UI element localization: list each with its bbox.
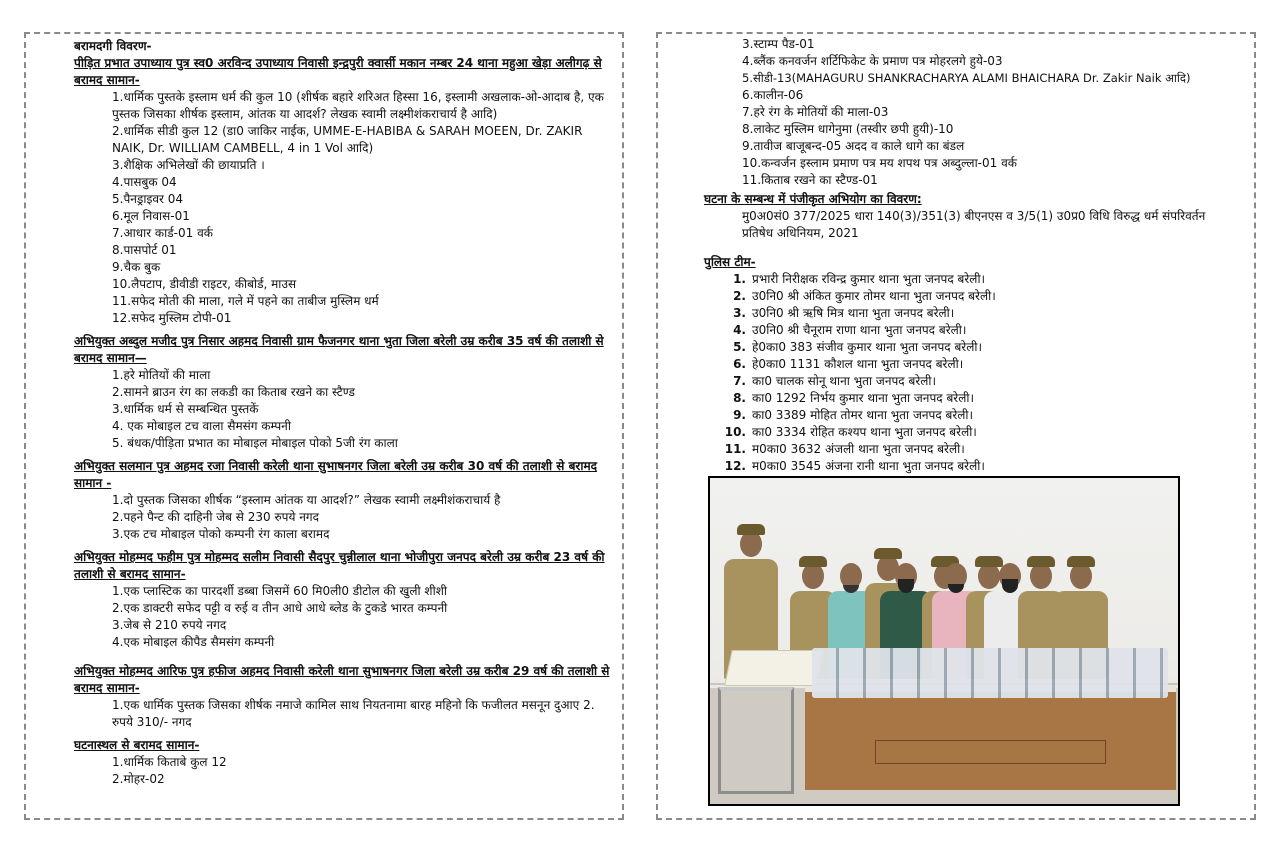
- document-page-left: [24, 32, 624, 820]
- list-item: 4.पासबुक 04: [112, 175, 177, 189]
- list-item: 4. एक मोबाइल टच वाला सैमसंग कम्पनी: [112, 419, 291, 433]
- list-item: 8.लाकेट मुस्लिम धागेनुमा (तस्वीर छपी हुयी)-10: [742, 122, 954, 136]
- list-item: 6.मूल निवास-01: [112, 209, 190, 223]
- team-member: 3. उ0नि0 श्री ऋषि मित्र थाना भुता जनपद बरेली।: [733, 306, 955, 320]
- list-item: 2.धार्मिक सीडी कुल 12 (डा0 जाकिर नाईक, UMME-E-HABIBA & SARAH MOEEN, Dr. ZAKIR NAIK, Dr. WILLIAM CAMBELL, 4 in 1 Vol आदि): [112, 124, 583, 155]
- police-team-list: [704, 271, 1240, 475]
- list-item: 3.धार्मिक धर्म से सम्बन्धित पुस्तकें: [112, 402, 259, 416]
- list-item: 4.एक मोबाइल कीपैड सैमसंग कम्पनी: [112, 635, 275, 649]
- recovery-photo: [708, 476, 1180, 806]
- team-member: 10. का0 3334 रोहित कश्यप थाना भुता जनपद बरेली।: [724, 425, 977, 439]
- section-heading-accused-salman: अभियुक्त सलमान पुत्र अहमद रजा निवासी करेली थाना सुभाषनगर जिला बरेली उम्र करीब 30 वर्ष की तलाशी से बरामद सामान -: [74, 459, 597, 490]
- team-member: 7. का0 चालक सोनू थाना भुता जनपद बरेली।: [733, 374, 937, 388]
- team-member: 6. हे0का0 1131 कौशल थाना भुता जनपद बरेली।: [733, 357, 964, 371]
- list-item: 7.हरे रंग के मोतियों की माला-03: [742, 105, 889, 119]
- list-item: 11.सफेद मोती की माला, गले में पहने का ताबीज मुस्लिम धर्म: [112, 294, 379, 308]
- list-item: 2.सामने ब्राउन रंग का लकडी का किताब रखने का स्टैण्ड: [112, 385, 355, 399]
- list-item: 3.स्टाम्प पैड-01: [742, 37, 815, 51]
- team-member: 12. म0का0 3545 अंजना रानी थाना भुता जनपद बरेली।: [724, 459, 985, 473]
- list-item: 1.दो पुस्तक जिसका शीर्षक “इस्लाम आंतक या आदर्श?” लेखक स्वामी लक्ष्मीशंकराचार्य है: [112, 493, 501, 507]
- recovered-books: [724, 650, 824, 686]
- list-item: 5. बंधक/पीड़िता प्रभात का मोबाइल मोबाइल पोको 5जी रंग काला: [112, 436, 398, 450]
- list-item: 2.पहने पैन्ट की दाहिनी जेब से 230 रुपये नगद: [112, 510, 320, 524]
- document-page-right: [656, 32, 1256, 820]
- display-table: [805, 686, 1176, 790]
- recovery-details-title: बरामदगी विवरण-: [74, 39, 152, 53]
- list-item: 10.लैपटाप, डीवीडी राइटर, कीबोर्ड, माउस: [112, 277, 297, 291]
- case-details-heading: घटना के सम्बन्ध में पंजीकृत अभियोग का विवरण:: [704, 192, 922, 206]
- team-member: 11. म0का0 3632 अंजली थाना भुता जनपद बरेली।: [724, 442, 965, 456]
- case-details-text: मु0अ0सं0 377/2025 धारा 140(3)/351(3) बीएनएस व 3/5(1) उ0प्र0 विधि विरुद्ध धर्म संपरिवर्तन प्रतिषेध अधिनियम, 2021: [742, 209, 1206, 240]
- section-heading-crime-scene: घटनास्थल से बरामद सामान-: [74, 738, 200, 752]
- recovered-items-cds: [812, 648, 1168, 698]
- list-item: 1.एक प्लास्टिक का पारदर्शी डब्बा जिसमें 60 मि0ली0 डीटोल की खुली शीशी: [112, 584, 447, 598]
- list-item: 3.शैक्षिक अभिलेखों की छायाप्रति ।: [112, 158, 265, 172]
- list-item: 2.मोहर-02: [112, 772, 165, 786]
- section-heading-accused-mohammad-faheem: अभियुक्त मोहम्मद फहीम पुत्र मोहम्मद सलीम निवासी सैदपुर चुन्नीलाल थाना भोजीपुरा जनपद बरेली उम्र करीब 23 वर्ष की तलाशी से बरामद सामान-: [74, 550, 605, 581]
- list-item: 4.ब्लैंक कनवर्जन शर्टिफिकेट के प्रमाण पत्र मोहरलगे हुये-03: [742, 54, 1003, 68]
- team-member: 2. उ0नि0 श्री अंकित कुमार तोमर थाना भुता जनपद बरेली।: [733, 289, 996, 303]
- list-item: 7.आधार कार्ड-01 वर्क: [112, 226, 213, 240]
- list-item: 2.एक डाक्टरी सफेद पट्टी व रुई व तीन आधे आधे ब्लेड के टुकडे भारत कम्पनी: [112, 601, 448, 615]
- list-item: 12.सफेद मुस्लिम टोपी-01: [112, 311, 232, 325]
- list-item: 1.एक धार्मिक पुस्तक जिसका शीर्षक नमाजे कामिल साथ नियतनामा बारह महिनो कि फजीलत मसनून दुआए 2. रुपये 310/- नगद: [112, 698, 595, 729]
- list-item: 1.धार्मिक किताबे कुल 12: [112, 755, 227, 769]
- list-item: 1.धार्मिक पुस्तके इस्लाम धर्म की कुल 10 (शीर्षक बहारे शरिअत हिस्सा 16, इस्लामी अखलाक-ओ-आदाब है, एक पुस्तक जिसका शीर्षक इस्लाम, आंतक या आदर्श? लेखक स्वामी लक्ष्मीशंकराचार्य है आदि): [112, 90, 604, 121]
- list-item: 5.पैनड्राइवर 04: [112, 192, 184, 206]
- list-item: 8.पासपोर्ट 01: [112, 243, 177, 257]
- list-item: 3.जेब से 210 रुपये नगद: [112, 618, 227, 632]
- section-heading-victim: पीड़ित प्रभात उपाध्याय पुत्र स्व0 अरविन्द उपाध्याय निवासी इन्द्रपुरी क्वार्सी मकान नम्बर 24 थाना महुआ खेड़ा अलीगढ़ से बरामद सामान-: [74, 56, 602, 87]
- list-item: 1.हरे मोतियों की माला: [112, 368, 211, 382]
- book-stand: [718, 687, 794, 794]
- police-team-heading: पुलिस टीम-: [704, 255, 756, 269]
- team-member: 5. हे0का0 383 संजीव कुमार थाना भुता जनपद बरेली।: [733, 340, 983, 354]
- team-member: 1. प्रभारी निरीक्षक रविन्द्र कुमार थाना भुता जनपद बरेली।: [733, 272, 986, 286]
- team-member: 4. उ0नि0 श्री चैनूराम राणा थाना भुता जनपद बरेली।: [733, 323, 967, 337]
- list-item: 5.सीडी-13(MAHAGURU SHANKRACHARYA ALAMI BHAICHARA Dr. Zakir Naik आदि): [742, 71, 1191, 85]
- team-member: 9. का0 3389 मोहित तोमर थाना भुता जनपद बरेली।: [733, 408, 974, 422]
- list-item: 10.कन्वर्जन इस्लाम प्रमाण पत्र मय शपथ पत्र अब्दुल्ला-01 वर्क: [742, 156, 1017, 170]
- list-item: 11.किताब रखने का स्टैण्ड-01: [742, 173, 878, 187]
- section-heading-accused-mohammad-arif: अभियुक्त मोहम्मद आरिफ पुत्र हफीज अहमद निवासी करेली थाना सुभाषनगर जिला बरेली उम्र करीब 29 वर्ष की तलाशी से बरामद सामान-: [74, 664, 610, 695]
- list-item: 9.तावीज बाजूबन्द-05 अदद व काले धागे का बंडल: [742, 139, 965, 153]
- section-heading-accused-abdul-majeed: अभियुक्त अब्दुल मजीद पुत्र निसार अहमद निवासी ग्राम फैजनगर थाना भुता जिला बरेली उम्र करीब 35 वर्ष की तलाशी से बरामद सामान—: [74, 334, 604, 365]
- list-item: 9.चैक बुक: [112, 260, 161, 274]
- list-item: 3.एक टच मोबाइल पोको कम्पनी रंग काला बरामद: [112, 527, 330, 541]
- list-item: 6.कालीन-06: [742, 88, 804, 102]
- team-member: 8. का0 1292 निर्भय कुमार थाना भुता जनपद बरेली।: [733, 391, 975, 405]
